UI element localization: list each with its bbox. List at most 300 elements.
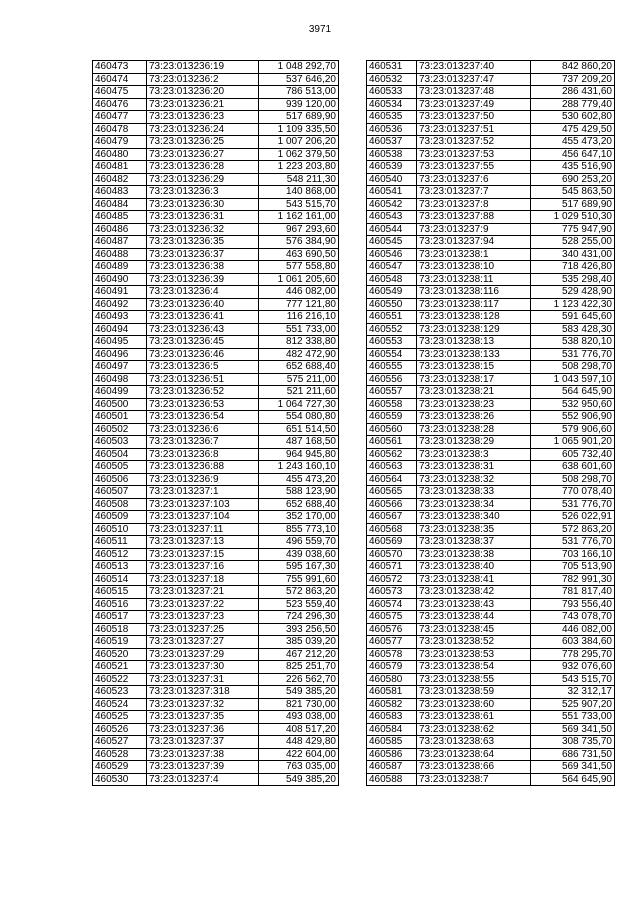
register-table-right: [366, 60, 615, 786]
cadastral-number: 73:23:013238:15: [417, 361, 531, 374]
row-number: 460504: [93, 448, 147, 461]
cadastral-value: 408 517,20: [259, 723, 339, 736]
cadastral-number: 73:23:013236:35: [147, 236, 259, 249]
cadastral-number: 73:23:013238:133: [417, 348, 531, 361]
table-row: [367, 311, 615, 324]
row-number: 460575: [367, 611, 417, 624]
table-row: [367, 223, 615, 236]
table-row: [93, 673, 339, 686]
cadastral-value: 308 735,70: [531, 736, 615, 749]
cadastral-number: 73:23:013237:49: [417, 98, 531, 111]
row-number: 460502: [93, 423, 147, 436]
row-number: 460498: [93, 373, 147, 386]
cadastral-value: 932 076,60: [531, 661, 615, 674]
cadastral-number: 73:23:013236:8: [147, 448, 259, 461]
cadastral-value: 455 473,20: [531, 136, 615, 149]
cadastral-value: 652 688,40: [259, 498, 339, 511]
cadastral-value: 821 730,00: [259, 698, 339, 711]
row-number: 460546: [367, 248, 417, 261]
row-number: 460585: [367, 736, 417, 749]
cadastral-number: 73:23:013237:48: [417, 86, 531, 99]
table-row: [93, 86, 339, 99]
cadastral-number: 73:23:013238:1: [417, 248, 531, 261]
table-row: [367, 761, 615, 774]
row-number: 460563: [367, 461, 417, 474]
table-row: [367, 123, 615, 136]
table-row: [367, 298, 615, 311]
cadastral-number: 73:23:013237:21: [147, 586, 259, 599]
table-row: [367, 623, 615, 636]
row-number: 460545: [367, 236, 417, 249]
cadastral-value: 528 255,00: [531, 236, 615, 249]
row-number: 460532: [367, 73, 417, 86]
row-number: 460481: [93, 161, 147, 174]
cadastral-value: 763 035,00: [259, 761, 339, 774]
cadastral-number: 73:23:013237:7: [417, 186, 531, 199]
table-row: [93, 511, 339, 524]
row-number: 460506: [93, 473, 147, 486]
cadastral-number: 73:23:013238:23: [417, 398, 531, 411]
row-number: 460549: [367, 286, 417, 299]
cadastral-number: 73:23:013237:88: [417, 211, 531, 224]
row-number: 460541: [367, 186, 417, 199]
table-row: [93, 336, 339, 349]
row-number: 460514: [93, 573, 147, 586]
row-number: 460495: [93, 336, 147, 349]
cadastral-number: 73:23:013238:129: [417, 323, 531, 336]
table-row: [93, 498, 339, 511]
cadastral-number: 73:23:013236:7: [147, 436, 259, 449]
cadastral-number: 73:23:013237:104: [147, 511, 259, 524]
cadastral-value: 583 428,30: [531, 323, 615, 336]
row-number: 460525: [93, 711, 147, 724]
row-number: 460555: [367, 361, 417, 374]
cadastral-value: 435 516,90: [531, 161, 615, 174]
table-row: [93, 611, 339, 624]
cadastral-value: 487 168,50: [259, 436, 339, 449]
row-number: 460582: [367, 698, 417, 711]
table-row: [93, 623, 339, 636]
cadastral-number: 73:23:013237:16: [147, 561, 259, 574]
row-number: 460518: [93, 623, 147, 636]
row-number: 460531: [367, 61, 417, 74]
table-row: [367, 611, 615, 624]
cadastral-value: 531 776,70: [531, 498, 615, 511]
row-number: 460510: [93, 523, 147, 536]
table-row: [367, 586, 615, 599]
row-number: 460587: [367, 761, 417, 774]
cadastral-value: 705 513,90: [531, 561, 615, 574]
cadastral-number: 73:23:013236:53: [147, 398, 259, 411]
cadastral-value: 564 645,90: [531, 386, 615, 399]
row-number: 460569: [367, 536, 417, 549]
row-number: 460567: [367, 511, 417, 524]
row-number: 460509: [93, 511, 147, 524]
cadastral-value: 288 779,40: [531, 98, 615, 111]
cadastral-value: 508 298,70: [531, 473, 615, 486]
row-number: 460543: [367, 211, 417, 224]
row-number: 460550: [367, 298, 417, 311]
cadastral-number: 73:23:013236:29: [147, 173, 259, 186]
row-number: 460496: [93, 348, 147, 361]
row-number: 460501: [93, 411, 147, 424]
cadastral-value: 531 776,70: [531, 536, 615, 549]
cadastral-number: 73:23:013238:128: [417, 311, 531, 324]
cadastral-number: 73:23:013237:30: [147, 661, 259, 674]
table-row: [93, 73, 339, 86]
table-row: [93, 748, 339, 761]
row-number: 460574: [367, 598, 417, 611]
cadastral-value: 549 385,20: [259, 773, 339, 786]
table-row: [93, 111, 339, 124]
cadastral-number: 73:23:013238:44: [417, 611, 531, 624]
table-row: [93, 323, 339, 336]
table-row: [93, 148, 339, 161]
cadastral-value: 1 043 597,10: [531, 373, 615, 386]
cadastral-value: 1 007 206,20: [259, 136, 339, 149]
cadastral-number: 73:23:013237:52: [417, 136, 531, 149]
table-row: [93, 211, 339, 224]
cadastral-value: 525 907,20: [531, 698, 615, 711]
cadastral-number: 73:23:013237:36: [147, 723, 259, 736]
cadastral-value: 1 048 292,70: [259, 61, 339, 74]
cadastral-value: 770 078,40: [531, 486, 615, 499]
row-number: 460554: [367, 348, 417, 361]
table-row: [367, 436, 615, 449]
cadastral-value: 548 211,30: [259, 173, 339, 186]
table-row: [367, 748, 615, 761]
row-number: 460538: [367, 148, 417, 161]
row-number: 460540: [367, 173, 417, 186]
row-number: 460480: [93, 148, 147, 161]
cadastral-value: 1 061 205,60: [259, 273, 339, 286]
cadastral-number: 73:23:013238:55: [417, 673, 531, 686]
table-row: [367, 498, 615, 511]
row-number: 460542: [367, 198, 417, 211]
table-row: [93, 398, 339, 411]
cadastral-value: 226 562,70: [259, 673, 339, 686]
row-number: 460479: [93, 136, 147, 149]
row-number: 460519: [93, 636, 147, 649]
row-number: 460529: [93, 761, 147, 774]
cadastral-value: 1 243 160,10: [259, 461, 339, 474]
table-row: [93, 736, 339, 749]
cadastral-number: 73:23:013238:35: [417, 523, 531, 536]
table-row: [93, 661, 339, 674]
cadastral-number: 73:23:013237:1: [147, 486, 259, 499]
table-row: [93, 198, 339, 211]
cadastral-value: 737 209,20: [531, 73, 615, 86]
row-number: 460556: [367, 373, 417, 386]
cadastral-number: 73:23:013236:51: [147, 373, 259, 386]
cadastral-number: 73:23:013238:21: [417, 386, 531, 399]
row-number: 460475: [93, 86, 147, 99]
cadastral-number: 73:23:013238:54: [417, 661, 531, 674]
table-row: [367, 661, 615, 674]
row-number: 460499: [93, 386, 147, 399]
row-number: 460483: [93, 186, 147, 199]
row-number: 460511: [93, 536, 147, 549]
row-number: 460586: [367, 748, 417, 761]
table-row: [367, 361, 615, 374]
cadastral-number: 73:23:013237:40: [417, 61, 531, 74]
table-row: [367, 398, 615, 411]
cadastral-value: 385 039,20: [259, 636, 339, 649]
cadastral-number: 73:23:013238:61: [417, 711, 531, 724]
row-number: 460548: [367, 273, 417, 286]
cadastral-number: 73:23:013238:38: [417, 548, 531, 561]
cadastral-number: 73:23:013236:39: [147, 273, 259, 286]
row-number: 460537: [367, 136, 417, 149]
table-row: [93, 286, 339, 299]
table-row: [367, 711, 615, 724]
table-row: [367, 161, 615, 174]
row-number: 460564: [367, 473, 417, 486]
row-number: 460583: [367, 711, 417, 724]
row-number: 460576: [367, 623, 417, 636]
cadastral-value: 591 645,60: [531, 311, 615, 324]
row-number: 460560: [367, 423, 417, 436]
cadastral-number: 73:23:013236:24: [147, 123, 259, 136]
cadastral-value: 781 817,40: [531, 586, 615, 599]
row-number: 460584: [367, 723, 417, 736]
cadastral-number: 73:23:013236:38: [147, 261, 259, 274]
cadastral-value: 529 428,90: [531, 286, 615, 299]
cadastral-value: 32 312,17: [531, 686, 615, 699]
table-row: [367, 148, 615, 161]
cadastral-number: 73:23:013236:41: [147, 311, 259, 324]
table-row: [367, 348, 615, 361]
row-number: 460581: [367, 686, 417, 699]
cadastral-number: 73:23:013237:23: [147, 611, 259, 624]
cadastral-value: 517 689,90: [531, 198, 615, 211]
row-number: 460562: [367, 448, 417, 461]
cadastral-number: 73:23:013237:8: [417, 198, 531, 211]
cadastral-number: 73:23:013236:19: [147, 61, 259, 74]
table-row: [93, 548, 339, 561]
cadastral-value: 543 515,70: [259, 198, 339, 211]
row-number: 460551: [367, 311, 417, 324]
table-row: [93, 298, 339, 311]
cadastral-number: 73:23:013236:6: [147, 423, 259, 436]
row-number: 460494: [93, 323, 147, 336]
table-row: [93, 723, 339, 736]
cadastral-number: 73:23:013238:63: [417, 736, 531, 749]
cadastral-value: 575 211,00: [259, 373, 339, 386]
cadastral-value: 116 216,10: [259, 311, 339, 324]
cadastral-number: 73:23:013238:45: [417, 623, 531, 636]
table-row: [367, 773, 615, 786]
row-number: 460473: [93, 61, 147, 74]
row-number: 460520: [93, 648, 147, 661]
cadastral-value: 496 559,70: [259, 536, 339, 549]
cadastral-value: 422 604,00: [259, 748, 339, 761]
cadastral-value: 755 991,60: [259, 573, 339, 586]
table-row: [93, 348, 339, 361]
cadastral-value: 517 689,90: [259, 111, 339, 124]
cadastral-number: 73:23:013238:31: [417, 461, 531, 474]
cadastral-number: 73:23:013238:7: [417, 773, 531, 786]
cadastral-value: 538 820,10: [531, 336, 615, 349]
cadastral-value: 1 064 727,30: [259, 398, 339, 411]
cadastral-value: 638 601,60: [531, 461, 615, 474]
table-row: [367, 461, 615, 474]
row-number: 460547: [367, 261, 417, 274]
cadastral-value: 549 385,20: [259, 686, 339, 699]
cadastral-number: 73:23:013236:9: [147, 473, 259, 486]
cadastral-number: 73:23:013237:6: [417, 173, 531, 186]
cadastral-value: 455 473,20: [259, 473, 339, 486]
cadastral-number: 73:23:013237:318: [147, 686, 259, 699]
table-row: [367, 211, 615, 224]
cadastral-number: 73:23:013236:23: [147, 111, 259, 124]
cadastral-value: 1 109 335,50: [259, 123, 339, 136]
cadastral-number: 73:23:013238:40: [417, 561, 531, 574]
table-row: [93, 386, 339, 399]
table-row: [367, 536, 615, 549]
cadastral-number: 73:23:013237:38: [147, 748, 259, 761]
cadastral-value: 535 298,40: [531, 273, 615, 286]
cadastral-number: 73:23:013236:28: [147, 161, 259, 174]
cadastral-value: 576 384,90: [259, 236, 339, 249]
cadastral-number: 73:23:013237:39: [147, 761, 259, 774]
row-number: 460544: [367, 223, 417, 236]
table-row: [367, 61, 615, 74]
cadastral-value: 526 022,91: [531, 511, 615, 524]
table-row: [367, 686, 615, 699]
row-number: 460521: [93, 661, 147, 674]
cadastral-number: 73:23:013236:20: [147, 86, 259, 99]
table-row: [367, 411, 615, 424]
cadastral-number: 73:23:013236:52: [147, 386, 259, 399]
cadastral-value: 572 863,20: [259, 586, 339, 599]
register-table-left: [92, 60, 339, 786]
table-row: [93, 248, 339, 261]
cadastral-number: 73:23:013238:66: [417, 761, 531, 774]
cadastral-number: 73:23:013237:25: [147, 623, 259, 636]
row-number: 460478: [93, 123, 147, 136]
row-number: 460492: [93, 298, 147, 311]
row-number: 460524: [93, 698, 147, 711]
table-row: [93, 461, 339, 474]
cadastral-value: 964 945,80: [259, 448, 339, 461]
cadastral-number: 73:23:013236:30: [147, 198, 259, 211]
cadastral-number: 73:23:013238:32: [417, 473, 531, 486]
cadastral-number: 73:23:013236:32: [147, 223, 259, 236]
row-number: 460566: [367, 498, 417, 511]
cadastral-number: 73:23:013238:10: [417, 261, 531, 274]
row-number: 460570: [367, 548, 417, 561]
row-number: 460533: [367, 86, 417, 99]
table-row: [367, 323, 615, 336]
cadastral-number: 73:23:013236:25: [147, 136, 259, 149]
cadastral-value: 552 906,90: [531, 411, 615, 424]
row-number: 460493: [93, 311, 147, 324]
page-number: 3971: [308, 24, 332, 35]
row-number: 460535: [367, 111, 417, 124]
cadastral-value: 588 123,90: [259, 486, 339, 499]
cadastral-value: 703 166,10: [531, 548, 615, 561]
table-row: [367, 198, 615, 211]
cadastral-value: 686 731,50: [531, 748, 615, 761]
table-row: [367, 473, 615, 486]
table-row: [93, 311, 339, 324]
cadastral-number: 73:23:013238:3: [417, 448, 531, 461]
row-number: 460552: [367, 323, 417, 336]
table-row: [93, 536, 339, 549]
table-row: [93, 473, 339, 486]
row-number: 460490: [93, 273, 147, 286]
row-number: 460536: [367, 123, 417, 136]
table-row: [93, 436, 339, 449]
cadastral-number: 73:23:013237:94: [417, 236, 531, 249]
row-number: 460558: [367, 398, 417, 411]
table-row: [367, 86, 615, 99]
cadastral-number: 73:23:013236:21: [147, 98, 259, 111]
cadastral-number: 73:23:013236:43: [147, 323, 259, 336]
row-number: 460561: [367, 436, 417, 449]
cadastral-value: 530 602,80: [531, 111, 615, 124]
table-row: [93, 236, 339, 249]
table-row: [367, 386, 615, 399]
cadastral-number: 73:23:013237:35: [147, 711, 259, 724]
cadastral-number: 73:23:013237:37: [147, 736, 259, 749]
row-number: 460528: [93, 748, 147, 761]
table-row: [367, 173, 615, 186]
cadastral-value: 475 429,50: [531, 123, 615, 136]
row-number: 460491: [93, 286, 147, 299]
table-row: [93, 486, 339, 499]
cadastral-value: 554 080,80: [259, 411, 339, 424]
cadastral-value: 508 298,70: [531, 361, 615, 374]
table-row: [367, 486, 615, 499]
row-number: 460588: [367, 773, 417, 786]
cadastral-value: 446 082,00: [259, 286, 339, 299]
row-number: 460482: [93, 173, 147, 186]
table-row: [93, 423, 339, 436]
cadastral-value: 1 062 379,50: [259, 148, 339, 161]
cadastral-value: 439 038,60: [259, 548, 339, 561]
table-row: [367, 248, 615, 261]
cadastral-number: 73:23:013238:13: [417, 336, 531, 349]
cadastral-number: 73:23:013236:54: [147, 411, 259, 424]
table-row: [93, 273, 339, 286]
table-row: [367, 273, 615, 286]
cadastral-value: 463 690,50: [259, 248, 339, 261]
row-number: 460578: [367, 648, 417, 661]
table-row: [93, 773, 339, 786]
cadastral-value: 718 426,80: [531, 261, 615, 274]
row-number: 460500: [93, 398, 147, 411]
cadastral-number: 73:23:013238:26: [417, 411, 531, 424]
cadastral-value: 572 863,20: [531, 523, 615, 536]
cadastral-number: 73:23:013236:45: [147, 336, 259, 349]
cadastral-number: 73:23:013236:37: [147, 248, 259, 261]
cadastral-number: 73:23:013237:103: [147, 498, 259, 511]
table-row: [93, 523, 339, 536]
table-row: [93, 373, 339, 386]
row-number: 460507: [93, 486, 147, 499]
cadastral-value: 743 078,70: [531, 611, 615, 624]
table-row: [367, 336, 615, 349]
cadastral-number: 73:23:013236:31: [147, 211, 259, 224]
row-number: 460579: [367, 661, 417, 674]
cadastral-number: 73:23:013238:59: [417, 686, 531, 699]
cadastral-value: 467 212,20: [259, 648, 339, 661]
row-number: 460503: [93, 436, 147, 449]
cadastral-number: 73:23:013238:42: [417, 586, 531, 599]
row-number: 460527: [93, 736, 147, 749]
